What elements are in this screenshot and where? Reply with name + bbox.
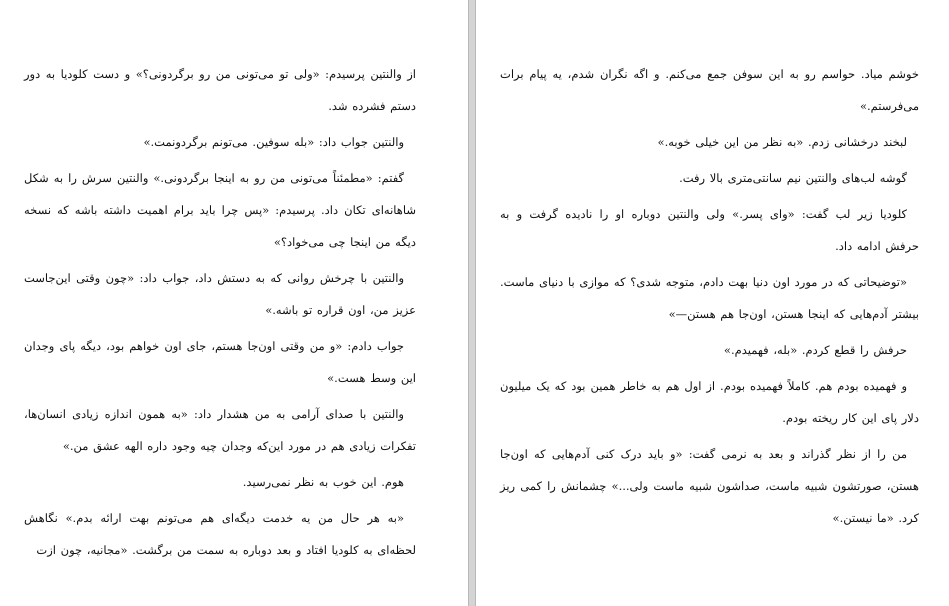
paragraph: لبخند درخشانی زدم. «به نظر من این خیلی خوبه.» <box>657 135 907 149</box>
paragraph: از والنتین پرسیدم: «ولی تو می‌تونی من رو برگردونی؟» و دست کلودیا به دور دستم فشرده شد. <box>24 67 416 113</box>
paragraph: گوشه لب‌های والنتین نیم سانتی‌متری بالا رفت. <box>679 171 907 185</box>
paragraph: «توضیحاتی که در مورد اون دنیا بهت دادم، متوجه شدی؟ که موازی با دنیای ماست. بیشتر آدم‌هایی که اینجا هستن، اون‌جا هم هستن—» <box>500 275 919 321</box>
paragraph: و فهمیده بودم هم. کاملاً فهمیده بودم. از اول هم به خاطر همین بود که یک میلیون دلار پای این کار ریخته بودم. <box>500 379 919 425</box>
paragraph: جواب دادم: «و من وقتی اون‌جا هستم، جای اون خواهم بود، دیگه پای وجدان این وسط هست.» <box>24 339 416 385</box>
paragraph: کلودیا زیر لب گفت: «وای پسر.» ولی والنتین دوباره او را نادیده گرفت و به حرفش ادامه داد. <box>500 207 919 253</box>
paragraph: گفتم: «مطمئناً می‌تونی من رو به اینجا برگردونی.» والنتین سرش را به شکل شاهانه‌ای تکان داد. پرسیدم: «پس چرا باید برام اهمیت داشته باشه که نسخه دیگه من اینجا چی می‌خواد؟» <box>24 171 416 249</box>
page-gutter <box>468 0 476 606</box>
paragraph: والنتین با چرخش روانی که به دستش داد، جواب داد: «چون وقتی این‌جاست عزیز من، اون قراره تو باشه.» <box>24 271 416 317</box>
paragraph: والنتین جواب داد: «بله سوفین. می‌تونم برگردونمت.» <box>143 135 404 149</box>
paragraph: هوم. این خوب به نظر نمی‌رسید. <box>242 475 404 489</box>
paragraph: والنتین با صدای آرامی به من هشدار داد: «به همون اندازه زیادی انسان‌ها، تفکرات زیادی هم در مورد این‌که وجدان چیه وجود داره الهه عشق من.» <box>24 407 416 453</box>
left-page <box>0 0 468 606</box>
paragraph: حرفش را قطع کردم. «بله، فهمیدم.» <box>723 343 907 357</box>
paragraph: خوشم میاد. حواسم رو به این سوفن جمع می‌کنم. و اگه نگران شدم، یه پیام برات می‌فرستم.» <box>500 67 919 113</box>
paragraph: من را از نظر گذراند و بعد به نرمی گفت: «و باید درک کنی آدم‌هایی که اون‌جا هستن، صورتشون شبیه ماست، صداشون شبیه ماست ولی...» چشمانش را کمی ریز کرد. «ما نیستن.» <box>500 447 919 525</box>
right-page <box>476 0 949 606</box>
paragraph: «به هر حال من یه خدمت دیگه‌ای هم می‌تونم بهت ارائه بدم.» نگاهش لحظه‌ای به کلودیا افتاد و بعد دوباره به سمت من برگشت. «مجانیه، چون ازت <box>24 511 416 557</box>
